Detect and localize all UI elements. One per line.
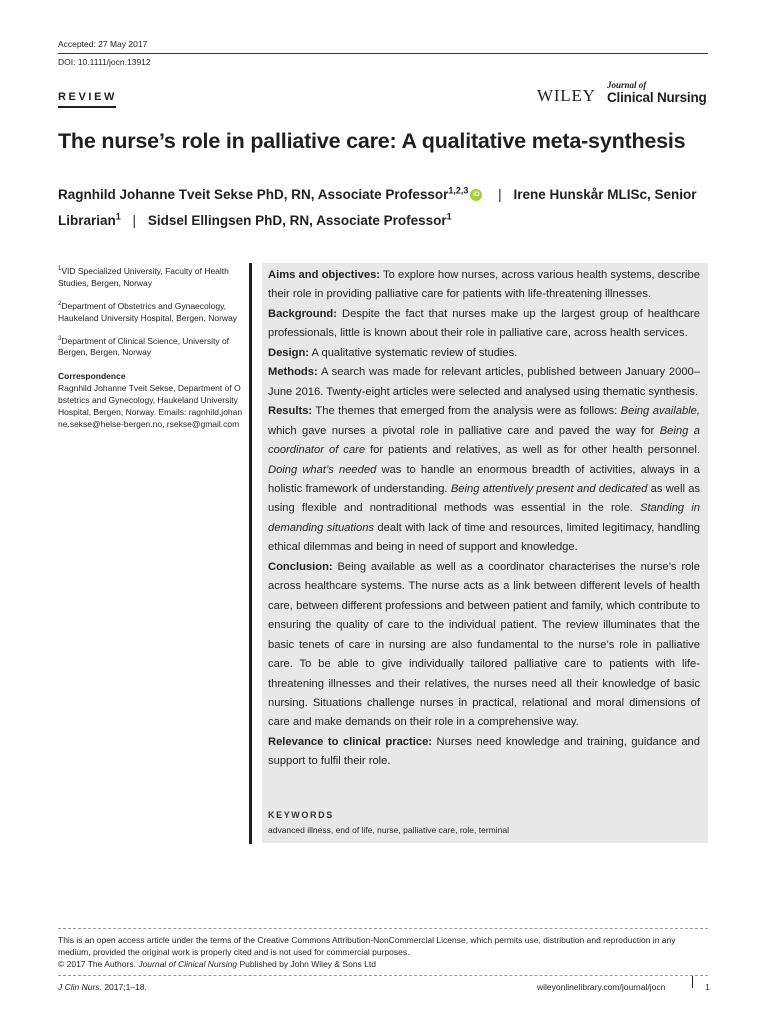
footer-rule	[58, 928, 708, 929]
journal-url-link[interactable]: wileyonlinelibrary.com/journal/jocn	[537, 982, 666, 992]
author-name: Irene Hunskår MLISc, Senior Librarian	[58, 187, 697, 228]
affiliation	[58, 333, 243, 359]
author-affiliation-sup: 1	[115, 211, 121, 222]
affiliation-sup: 3	[58, 335, 62, 342]
correspondence-heading: Correspondence	[58, 371, 126, 382]
abstract-aims: Aims and objectives: To explore how nurses, across various health systems, describe their role in providing palliative care for patients with life-threatening illnesses.	[268, 269, 700, 301]
affiliation-text: Department of Obstetrics and Gynaecology, Haukeland University Hospital, Bergen, Norway	[58, 300, 238, 323]
journal-of-label: Journal of	[607, 80, 647, 90]
abstract-results: Results: The themes that emerged from the analysis were as follows: Being available, which gave nurses a pivotal role in palliative care and paved the way for Being a coordinator of care for patients and relatives, as well as for other health personnel. Doing what’s needed was to handle an enormous breadth of activities, always in a holistic framework of understanding. Being attentively present and dedicated as well as using flexible and nontraditional methods was essential in the role. Standing in demanding situations dealt with lack of time and resources, limited legitimacy, handling ethical dilemmas and being in need of support and knowledge.	[268, 405, 701, 554]
correspondence-text: Ragnhild Johanne Tveit Sekse, Department of Obstetrics and Gynecology, Haukeland University Hospital, Bergen, Norway. Emails: ragnhild.johanne.sekse@helse-bergen.no, rsekse@gmail.com	[58, 383, 243, 430]
affiliation-text: VID Specialized University, Faculty of Health Studies, Bergen, Norway	[58, 265, 229, 288]
keywords-list: advanced illness, end of life, nurse, palliative care, role, terminal	[268, 825, 509, 835]
license-text: This is an open access article under the terms of the Creative Commons Attribution-NonCommercial License, which permits use, distribution and reproduction in any medium, provided the original work is properly cited and is not used for commercial purposes.	[58, 935, 676, 957]
article-title: The nurse’s role in palliative care: A qualitative meta-synthesis	[58, 129, 686, 153]
abstract-relevance: Relevance to clinical practice: Nurses need knowledge and training, guidance and support to fulfil their role.	[268, 735, 700, 768]
doi: DOI: 10.1111/jocn.13912	[58, 57, 151, 67]
copyright-line: © 2017 The Authors. Journal of Clinical Nursing Published by John Wiley & Sons Ltd	[58, 959, 376, 969]
abstract-background: Background: Despite the fact that nurses make up the largest group of healthcare professionals, little is known about their role in palliative care, across health services.	[268, 307, 700, 340]
author-list	[58, 182, 718, 234]
publisher-logo: WILEY	[537, 86, 596, 105]
license-notice	[58, 934, 708, 970]
author-separator: |	[132, 213, 137, 228]
section-underline	[58, 106, 116, 108]
footer-rule-bottom	[58, 975, 708, 976]
author-name: Sidsel Ellingsen PhD, RN, Associate Professor	[147, 213, 447, 228]
section-label: REVIEW	[58, 91, 117, 103]
orcid-icon[interactable]: iD	[470, 189, 482, 201]
abstract-conclusion: Conclusion: Being available as well as a coordinator characterises the nurse’s role across healthcare systems. The nurse acts as a link between different levels of health care, between different professions and between patient and family, which contribute to ensuring the quality of care to the individual patient. The review illuminates that the basic tenets of care in nursing are also fundamental to the nurse’s role in palliative care. To be able to give individually tailored palliative care to patients with life-threatening illnesses and their relatives, the nurses need all their knowledge of basic nursing. Situations challenge nurses in practical, relational and moral dimensions of care and make demands on their role in a comprehensive way.	[268, 560, 700, 729]
page-separator	[692, 976, 693, 988]
affiliation-sup: 1	[58, 266, 62, 272]
affiliation-sup: 2	[58, 300, 62, 307]
affiliation-text: Department of Clinical Science, University of Bergen, Bergen, Norway	[58, 335, 230, 358]
abstract-text	[268, 266, 700, 772]
affiliation	[58, 263, 243, 289]
accepted-date: Accepted: 27 May 2017	[58, 39, 148, 49]
abstract-design: Design: A qualitative systematic review of studies.	[268, 346, 518, 359]
header-rule	[58, 53, 708, 54]
author-separator: |	[498, 187, 502, 202]
affiliation	[58, 298, 243, 324]
abstract-methods: Methods: A search was made for relevant articles, published between January 2000–June 2016. Twenty-eight articles were selected and analysed using thematic synthesis.	[268, 366, 700, 398]
affiliations-column	[58, 263, 243, 430]
keywords-heading: KEYWORDS	[268, 810, 334, 820]
author-affiliation-sup: 1,2,3	[448, 185, 469, 196]
page-number: 1	[705, 982, 710, 992]
author-name: Ragnhild Johanne Tveit Sekse PhD, RN, Associate Professor	[58, 187, 449, 202]
citation: J Clin Nurs. 2017;1–18.	[58, 982, 147, 992]
author-affiliation-sup: 1	[446, 211, 452, 222]
abstract-side-bar	[249, 263, 252, 844]
journal-name: Clinical Nursing	[607, 90, 707, 105]
